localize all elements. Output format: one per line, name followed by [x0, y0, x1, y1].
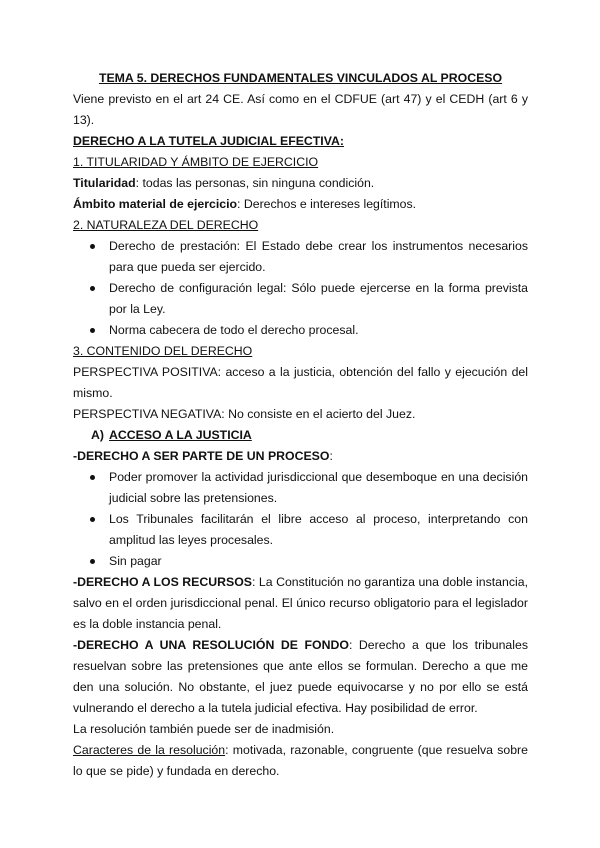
fondo-paragraph	[73, 635, 528, 719]
list-item-text: Sin pagar	[109, 554, 162, 568]
fondo-text: : Derecho a que los tribunales resuelvan sobre las pretensiones que ante ellos se formulan. Derecho a que me den una solución. No obstante, el juez puede equivocarse y no por ello se está vulnerando el derecho a la tutela judicial efectiva. Hay posibilidad de error.	[73, 638, 528, 715]
intro-paragraph: Viene previsto en el art 24 CE. Así como en el CDFUE (art 47) y el CEDH (art 6 y 13).	[73, 92, 528, 127]
list-item	[109, 551, 528, 572]
titularidad-paragraph	[73, 173, 528, 194]
list-item-text: Poder promover la actividad jurisdiccional que desemboque en una decisión judicial sobre las pretensiones.	[109, 470, 528, 505]
document-title: TEMA 5. DERECHOS FUNDAMENTALES VINCULADOS AL PROCESO	[98, 71, 503, 85]
list-item-text: Derecho de configuración legal: Sólo puede ejercerse en la forma prevista por la Ley.	[109, 281, 528, 316]
list-item	[109, 278, 528, 320]
proceso-list	[73, 467, 528, 572]
perspectiva-positiva: PERSPECTIVA POSITIVA: acceso a la justicia, obtención del fallo y ejecución del mismo.	[73, 365, 528, 400]
heading-contenido: 3. CONTENIDO DEL DERECHO	[73, 344, 253, 358]
bullet-icon	[90, 517, 95, 522]
list-item	[109, 320, 528, 341]
proceso-colon: :	[329, 449, 333, 463]
list-item-text: Norma cabecera de todo el derecho procesal.	[109, 323, 359, 337]
perspectiva-negativa: PERSPECTIVA NEGATIVA: No consiste en el acierto del Juez.	[73, 407, 416, 421]
bullet-icon	[90, 286, 95, 291]
heading-naturaleza: 2. NATURALEZA DEL DERECHO	[73, 218, 259, 232]
recursos-paragraph	[73, 572, 528, 635]
bullet-icon	[90, 475, 95, 480]
bullet-icon	[90, 559, 95, 564]
fondo-label: -DERECHO A UNA RESOLUCIÓN DE FONDO	[73, 638, 349, 652]
section-heading-tutela: DERECHO A LA TUTELA JUDICIAL EFECTIVA:	[73, 134, 344, 148]
heading-titularidad: 1. TITULARIDAD Y ÁMBITO DE EJERCICIO	[73, 155, 319, 169]
bullet-icon	[90, 328, 95, 333]
caracteres-label: Caracteres de la resolución	[73, 743, 226, 757]
caracteres-text: : motivada, razonable, congruente (que resuelva sobre lo que se pide) y fundada en derecho.	[73, 743, 528, 778]
recursos-label: -DERECHO A LOS RECURSOS	[73, 575, 252, 589]
titularidad-text: : todas las personas, sin ninguna condición.	[135, 176, 375, 190]
list-item-text: Derecho de prestación: El Estado debe crear los instrumentos necesarios para que pueda ser ejercido.	[109, 239, 528, 274]
list-item-text: Los Tribunales facilitarán el libre acceso al proceso, interpretando con amplitud las leyes procesales.	[109, 512, 528, 547]
naturaleza-list	[73, 236, 528, 341]
proceso-label: -DERECHO A SER PARTE DE UN PROCESO	[73, 449, 330, 463]
titularidad-label: Titularidad	[73, 176, 136, 190]
subheading-acceso	[73, 425, 528, 446]
ambito-paragraph	[73, 194, 528, 215]
list-item	[109, 236, 528, 278]
proceso-heading	[73, 446, 528, 467]
caracteres-paragraph	[73, 740, 528, 782]
subheading-text: ACCESO A LA JUSTICIA	[109, 428, 252, 442]
inadmision-paragraph: La resolución también puede ser de inadmisión.	[73, 722, 335, 736]
ambito-label: Ámbito material de ejercicio	[73, 197, 238, 211]
list-item	[109, 467, 528, 509]
recursos-text: : La Constitución no garantiza una doble instancia, salvo en el orden jurisdiccional penal. El único recurso obligatorio para el legislador es la doble instancia penal.	[73, 575, 529, 631]
subheading-letter: A)	[91, 428, 104, 442]
ambito-text: : Derechos e intereses legítimos.	[237, 197, 417, 211]
bullet-icon	[90, 244, 95, 249]
list-item	[109, 509, 528, 551]
